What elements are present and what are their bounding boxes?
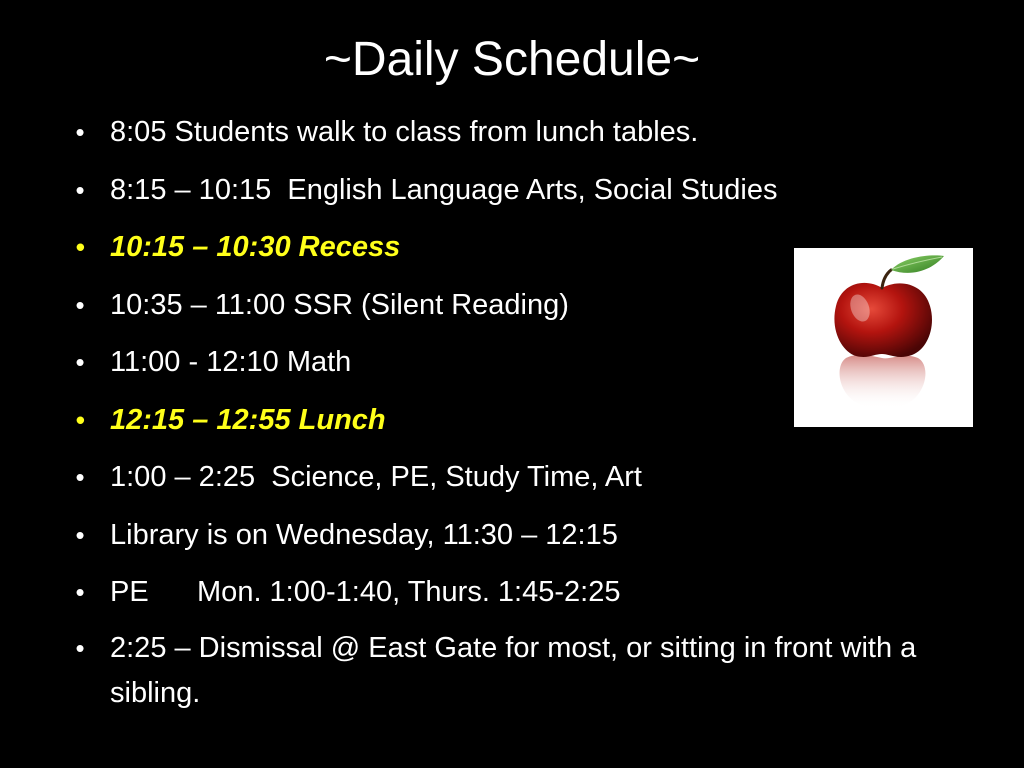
bullet-icon: • bbox=[75, 289, 85, 320]
bullet-icon: • bbox=[75, 404, 85, 435]
bullet-icon: • bbox=[75, 174, 85, 205]
apple-image bbox=[794, 248, 973, 427]
schedule-item-text: 8:05 Students walk to class from lunch tables. bbox=[110, 116, 699, 148]
schedule-item-text: 1:00 – 2:25 Science, PE, Study Time, Art bbox=[110, 461, 642, 493]
schedule-item bbox=[70, 108, 950, 156]
schedule-item-text: 11:00 - 12:10 Math bbox=[110, 346, 352, 378]
schedule-item-text: Library is on Wednesday, 11:30 – 12:15 bbox=[110, 518, 618, 551]
schedule-item-text: PE Mon. 1:00-1:40, Thurs. 1:45-2:25 bbox=[110, 576, 621, 608]
bullet-icon: • bbox=[75, 347, 85, 377]
bullet-icon: • bbox=[75, 519, 85, 550]
schedule-item bbox=[70, 626, 950, 716]
bullet-icon: • bbox=[75, 117, 85, 147]
schedule-item bbox=[70, 453, 950, 501]
bullet-icon: • bbox=[75, 462, 85, 492]
schedule-item-text: 8:15 – 10:15 English Language Arts, Social Studies bbox=[110, 173, 778, 206]
apple-icon bbox=[794, 248, 973, 427]
bullet-icon: • bbox=[75, 577, 85, 607]
schedule-item bbox=[70, 166, 950, 214]
bullet-icon: • bbox=[75, 232, 85, 262]
schedule-item-text: 12:15 – 12:55 Lunch bbox=[110, 403, 386, 436]
schedule-item bbox=[70, 511, 950, 559]
schedule-item-text: 10:15 – 10:30 Recess bbox=[110, 231, 401, 263]
schedule-item-text: 10:35 – 11:00 SSR (Silent Reading) bbox=[110, 288, 569, 321]
schedule-item bbox=[70, 568, 950, 616]
schedule-item-text: 2:25 – Dismissal @ East Gate for most, or sitting in front with a sibling. bbox=[110, 631, 925, 709]
slide-title: ~Daily Schedule~ bbox=[323, 33, 701, 86]
bullet-icon: • bbox=[75, 632, 85, 663]
